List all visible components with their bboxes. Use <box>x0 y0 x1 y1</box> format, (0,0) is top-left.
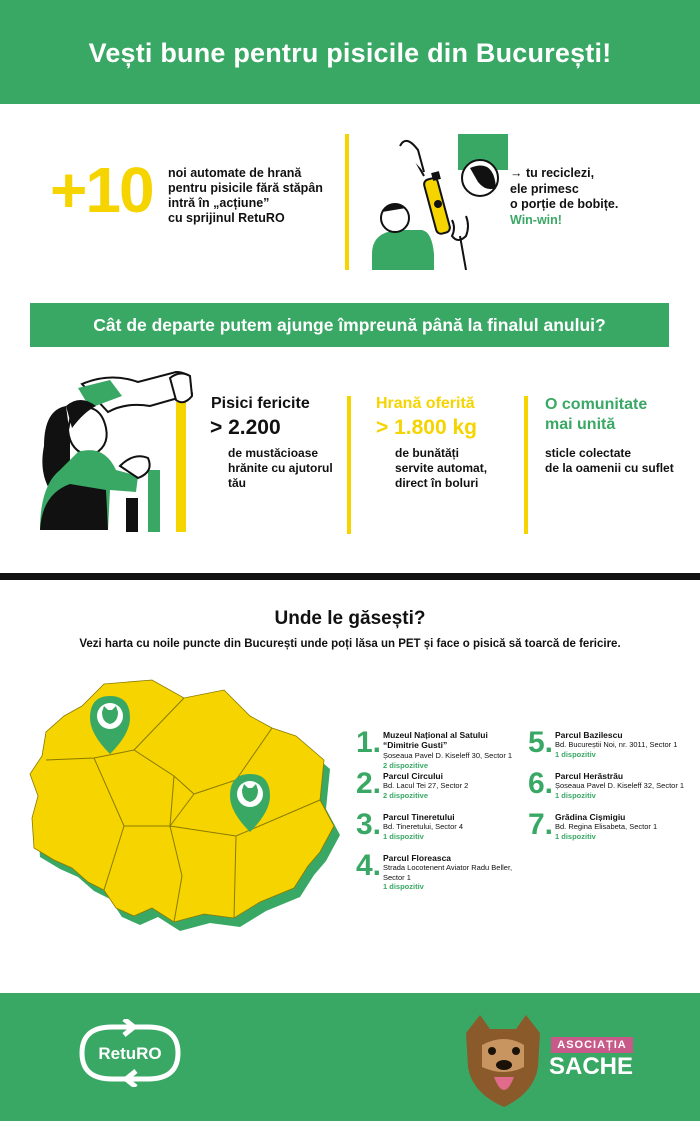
location-number: 3. <box>356 808 382 841</box>
stat-desc-line: servite automat, <box>395 461 488 475</box>
location-name: Parcul Tineretului <box>383 812 455 822</box>
location-name: Grădina Cișmigiu <box>555 812 626 822</box>
header-bar <box>0 0 700 104</box>
location-name-line: Muzeul Național al Satului <box>383 730 488 740</box>
sache-tag-text: ASOCIAȚIA <box>557 1039 627 1051</box>
where-title: Unde le găsești? <box>274 608 426 629</box>
location-devices: 2 dispozitive <box>383 761 429 770</box>
divider-bar <box>345 134 349 270</box>
location-name: Parcul Circului <box>383 771 443 781</box>
recycle-illustration <box>370 132 508 272</box>
stat-desc-community <box>545 446 674 476</box>
sache-logo-text: SACHE <box>549 1053 634 1080</box>
stat-desc-line: de bunătăți <box>395 446 460 460</box>
intro-line: noi automate de hrană <box>168 166 302 180</box>
location-devices: 1 dispozitiv <box>555 750 596 759</box>
location-name: Parcul Herăstrău <box>555 771 624 781</box>
location-address: Bd. Regina Elisabeta, Sector 1 <box>555 822 658 831</box>
location-address: Bd. Bucureștii Noi, nr. 3011, Sector 1 <box>555 740 678 749</box>
intro-text <box>168 166 323 226</box>
location-number: 6. <box>528 767 554 800</box>
stat-desc-line: sticle colectate <box>545 446 632 460</box>
stat-value-food: > 1.800 kg <box>376 416 477 439</box>
location-number: 4. <box>356 849 382 882</box>
location-address-line: Strada Locotenent Aviator Radu Beller, <box>383 863 513 872</box>
woman-illustration <box>30 366 196 536</box>
returo-logo <box>72 1019 188 1087</box>
stat-title-community <box>545 395 647 435</box>
bucharest-map <box>24 676 348 946</box>
divider-bar <box>524 396 528 534</box>
stat-desc-cats <box>228 446 333 491</box>
stat-title-line: mai unită <box>545 416 616 433</box>
footer-bar <box>0 993 700 1121</box>
intro-line: intră în „acțiune” <box>168 196 270 210</box>
location-address-line: Sector 1 <box>383 872 411 882</box>
location-name: Parcul Bazilescu <box>555 730 623 740</box>
stat-desc-line: de la oamenii cu suflet <box>545 461 674 475</box>
recycle-line: ele primesc <box>510 181 579 196</box>
stat-desc-line: tău <box>228 476 246 490</box>
recycle-line: → tu reciclezi, <box>510 166 595 180</box>
intro-line: cu sprijinul RetuRO <box>168 211 285 225</box>
location-devices: 1 dispozitiv <box>383 832 424 841</box>
location-address: Șoseaua Pavel D. Kiseleff 30, Sector 1 <box>383 751 513 760</box>
location-address: Bd. Tineretului, Sector 4 <box>383 822 464 831</box>
banner-text: Cât de departe putem ajunge împreună până la finalul anului? <box>93 315 606 335</box>
location-devices: 1 dispozitiv <box>383 882 424 891</box>
divider-bar <box>347 396 351 534</box>
where-subtitle: Vezi harta cu noile puncte din București unde poți lăsa un PET și face o pisică să toarcă de fericire. <box>79 638 621 650</box>
stat-desc-line: de mustăcioase <box>228 446 319 460</box>
location-address <box>383 863 512 882</box>
intro-line: pentru pisicile fără stăpân <box>168 181 323 195</box>
stat-title-line: O comunitate <box>545 396 648 413</box>
stat-desc-line: hrănite cu ajutorul <box>228 461 333 475</box>
location-address: Bd. Lacul Tei 27, Sector 2 <box>383 781 469 790</box>
location-number: 1. <box>356 726 382 759</box>
location-name: Parcul Floreasca <box>383 853 452 863</box>
location-address: Șoseaua Pavel D. Kiseleff 32, Sector 1 <box>555 781 685 790</box>
returo-logo-text: RetuRO <box>98 1044 162 1063</box>
location-devices: 1 dispozitiv <box>555 832 596 841</box>
stat-value-cats: > 2.200 <box>210 416 281 439</box>
dog-photo <box>458 1011 548 1109</box>
question-banner <box>30 303 669 347</box>
location-name <box>383 730 488 750</box>
page-title: Vești bune pentru pisicile din București! <box>88 38 612 68</box>
recycle-text <box>510 166 618 228</box>
sache-tag <box>551 1037 633 1053</box>
location-number: 5. <box>528 726 554 759</box>
location-number: 2. <box>356 767 382 800</box>
stat-desc-food <box>395 446 487 491</box>
stat-title-food: Hrană oferită <box>376 395 475 412</box>
location-devices: 2 dispozitive <box>383 791 429 800</box>
stat-desc-line: direct în boluri <box>395 476 479 490</box>
recycle-highlight: Win-win! <box>510 212 562 227</box>
location-name-line: “Dimitrie Gusti” <box>383 740 448 750</box>
section-divider <box>0 573 700 580</box>
stat-title-cats: Pisici fericite <box>211 395 310 412</box>
location-number: 7. <box>528 808 554 841</box>
location-devices: 1 dispozitiv <box>555 791 596 800</box>
recycle-line: o porție de bobițe. <box>510 197 619 211</box>
big-number: +10 <box>50 154 153 226</box>
